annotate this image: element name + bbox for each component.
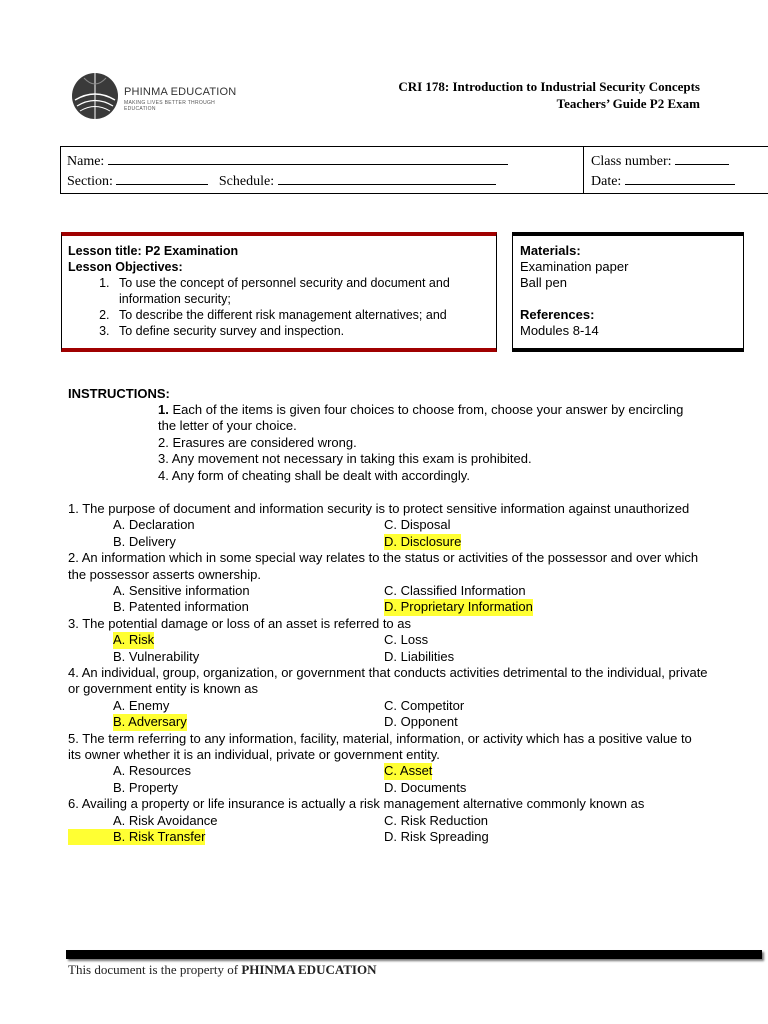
question-stem: 1. The purpose of document and information security is to protect sensitive information against unauthorized — [68, 501, 690, 516]
question-stem: 3. The potential damage or loss of an asset is referred to as — [68, 615, 412, 631]
lesson-box — [61, 232, 497, 352]
materials-label: Materials: — [520, 243, 581, 258]
choice-a[interactable]: A. Enemy — [113, 697, 170, 713]
objective-item: 2. To describe the different risk management alternatives; and — [113, 307, 490, 323]
student-info-left — [61, 147, 584, 193]
choice-c[interactable]: C. Risk Reduction — [384, 812, 489, 828]
student-info-right — [585, 147, 768, 193]
course-title: CRI 178: Introduction to Industrial Security Concepts — [398, 79, 700, 94]
date-label: Date: — [591, 174, 622, 189]
name-label: Name: — [67, 154, 105, 169]
choice-a-answer[interactable]: A. Risk — [113, 632, 155, 648]
class-number-label: Class number: — [591, 154, 672, 169]
document-header — [398, 78, 700, 112]
question-choices — [68, 517, 708, 550]
logo-tagline: MAKING LIVES BETTER THROUGH EDUCATION — [124, 100, 216, 112]
choice-d[interactable]: D. Risk Spreading — [384, 829, 489, 845]
choice-c[interactable]: C. Disposal — [384, 517, 451, 533]
schedule-label: Schedule: — [218, 174, 275, 189]
material-item: Ball pen — [520, 275, 567, 290]
questions-list — [68, 501, 708, 845]
instruction-item: 4. Any form of cheating shall be dealt with accordingly. — [158, 467, 470, 483]
lesson-title: Lesson title: P2 Examination — [68, 244, 239, 258]
choice-b[interactable]: B. Patented information — [113, 599, 249, 615]
choice-c[interactable]: C. Classified Information — [384, 583, 526, 599]
student-info-box — [60, 146, 768, 194]
footer-owner: PHINMA EDUCATION — [241, 962, 377, 977]
instructions-heading: INSTRUCTIONS: — [68, 386, 170, 401]
question-item — [68, 616, 708, 665]
question-item — [68, 796, 708, 845]
phinma-logo — [70, 70, 240, 122]
choice-d[interactable]: D. Opponent — [384, 714, 458, 730]
footer-prefix: This document is the property of — [68, 962, 242, 977]
question-item — [68, 550, 708, 616]
instruction-text: Each of the items is given four choices to choose from, choose your answer by encircling the letter of your choice. — [158, 402, 684, 434]
instruction-item: 3. Any movement not necessary in taking this exam is prohibited. — [158, 451, 532, 467]
question-item — [68, 731, 708, 797]
class-number-row — [591, 151, 768, 171]
choice-c[interactable]: C. Competitor — [384, 697, 465, 713]
footer-text — [68, 962, 377, 978]
choice-c-answer[interactable]: C. Asset — [384, 763, 433, 779]
name-field[interactable] — [108, 151, 508, 165]
choice-a[interactable]: A. Risk Avoidance — [113, 812, 218, 828]
logo-name: PHINMA EDUCATION — [124, 86, 237, 98]
lesson-objectives-list — [68, 275, 490, 339]
footer-rule — [66, 950, 762, 959]
guide-title: Teachers’ Guide P2 Exam — [556, 96, 700, 111]
choice-a[interactable]: A. Declaration — [113, 517, 195, 533]
objective-item: 3. To define security survey and inspection. — [113, 323, 490, 339]
choice-b[interactable]: B. Property — [113, 779, 179, 795]
section-field[interactable] — [116, 171, 208, 185]
lesson-objectives-label: Lesson Objectives: — [68, 260, 183, 274]
choice-a[interactable]: A. Resources — [113, 763, 192, 779]
question-choices — [68, 632, 708, 665]
choice-c[interactable]: C. Loss — [384, 632, 429, 648]
instructions-list — [158, 402, 698, 484]
question-choices — [68, 583, 708, 616]
materials-box — [512, 232, 744, 352]
objective-item: 1. To use the concept of personnel security and document and information security; — [113, 275, 490, 307]
question-choices — [68, 813, 708, 846]
question-choices — [68, 763, 708, 796]
question-stem: 6. Availing a property or life insurance is actually a risk management alternative commonly known as — [68, 796, 645, 812]
question-item — [68, 501, 708, 550]
choice-b[interactable]: B. Delivery — [113, 533, 176, 549]
question-stem: 2. An information which in some special way relates to the status or activities of the possessor and over which the possessor asserts ownership. — [68, 550, 699, 582]
schedule-field[interactable] — [278, 171, 496, 185]
references-label: References: — [520, 307, 595, 322]
question-stem: 5. The term referring to any information, facility, material, information, or activity which has a positive value to its owner whether it is an individual, private or government entity. — [68, 730, 692, 763]
references-value: Modules 8-14 — [520, 323, 599, 338]
question-item — [68, 665, 708, 731]
phinma-globe-icon — [70, 70, 120, 122]
section-row — [67, 171, 577, 191]
choice-d[interactable]: D. Documents — [384, 779, 467, 795]
instruction-item — [158, 402, 698, 435]
choice-d-answer[interactable]: D. Proprietary Information — [384, 599, 533, 615]
choice-b-answer[interactable]: B. Risk Transfer — [68, 829, 205, 845]
instruction-number: 1. — [158, 402, 169, 417]
choice-a[interactable]: A. Sensitive information — [113, 583, 250, 599]
question-stem: 4. An individual, group, organization, or government that conducts activities detrimental to the individual, private or government entity is known as — [68, 665, 708, 697]
choice-d[interactable]: D. Liabilities — [384, 648, 455, 664]
question-choices — [68, 698, 708, 731]
name-row — [67, 151, 577, 171]
choice-b[interactable]: B. Vulnerability — [113, 648, 200, 664]
date-row — [591, 171, 768, 191]
date-field[interactable] — [625, 171, 735, 185]
section-label: Section: — [67, 174, 113, 189]
choice-b-answer[interactable]: B. Adversary — [113, 714, 187, 730]
choice-d-answer[interactable]: D. Disclosure — [384, 533, 462, 549]
material-item: Examination paper — [520, 259, 629, 274]
class-number-field[interactable] — [675, 151, 729, 165]
instruction-item: 2. Erasures are considered wrong. — [158, 434, 357, 450]
